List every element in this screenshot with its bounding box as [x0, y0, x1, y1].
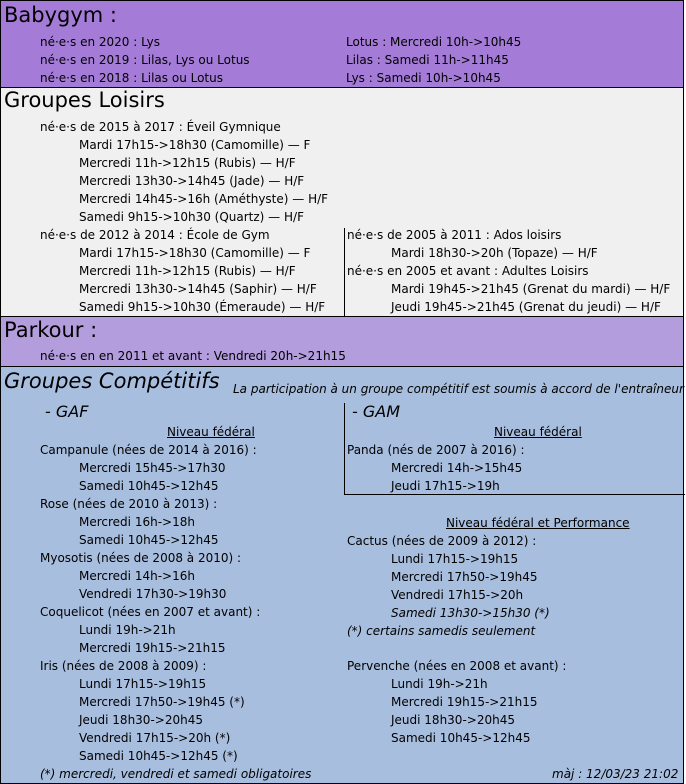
babygym-schedule-line: Lys : Samedi 10h->10h45 [346, 71, 501, 85]
gam-note: (*) certains samedis seulement [347, 624, 536, 638]
gam-group-item: Mercredi 19h15->21h15 [391, 695, 538, 709]
ados-heading: né·e·s de 2005 à 2011 : Ados loisirs [347, 228, 562, 242]
eveil-item: Mardi 17h15->18h30 (Camomille) — F [79, 138, 311, 152]
gaf-footnote: (*) mercredi, vendredi et samedi obligatoires [40, 767, 312, 781]
loisirs-divider [344, 228, 345, 318]
gaf-group-item: Lundi 17h15->19h15 [79, 677, 207, 691]
gam-group-item: Samedi 10h45->12h45 [391, 731, 531, 745]
gaf-group-item: Samedi 10h45->12h45 [79, 479, 219, 493]
gaf-group-item: Mercredi 14h->16h [79, 569, 195, 583]
gam-group-item: Vendredi 17h15->20h [391, 588, 524, 602]
gam-group-item: Samedi 13h30->15h30 (*) [391, 606, 550, 620]
loisirs-section [0, 87, 684, 317]
gam-group-name: Panda (nés de 2007 à 2016) : [347, 443, 525, 457]
babygym-title: Babygym : [4, 3, 117, 27]
babygym-age-line: né·e·s en 2018 : Lilas ou Lotus [40, 71, 223, 85]
gaf-group-name: Rose (nées de 2010 à 2013) : [40, 497, 218, 511]
parkour-section [0, 316, 684, 367]
gam-group-item: Jeudi 17h15->19h [391, 479, 500, 493]
eveil-heading: né·e·s de 2015 à 2017 : Éveil Gymnique [40, 120, 281, 134]
gam-group-name: Cactus (nées de 2009 à 2012) : [347, 534, 537, 548]
gaf-group-item: Lundi 19h->21h [79, 623, 176, 637]
adultes-item: Mardi 19h45->21h45 (Grenat du mardi) — H/F [391, 282, 671, 296]
eveil-item: Samedi 9h15->10h30 (Quartz) — H/F [79, 210, 304, 224]
gaf-group-item: Mercredi 15h45->17h30 [79, 461, 226, 475]
adultes-heading: né·e·s en 2005 et avant : Adultes Loisirs [347, 264, 589, 278]
babygym-schedule-line: Lotus : Mercredi 10h->10h45 [346, 35, 522, 49]
babygym-section [0, 0, 684, 88]
competitifs-title: Groupes Compétitifs [4, 369, 220, 393]
gaf-group-item: Mercredi 19h15->21h15 [79, 641, 226, 655]
gaf-level: Niveau fédéral [167, 425, 255, 439]
babygym-age-line: né·e·s en 2019 : Lilas, Lys ou Lotus [40, 53, 250, 67]
parkour-title: Parkour : [4, 318, 98, 342]
gam-level-performance: Niveau fédéral et Performance [446, 516, 630, 530]
eveil-item: Mercredi 14h45->16h (Améthyste) — H/F [79, 192, 329, 206]
loisirs-title: Groupes Loisirs [4, 88, 165, 112]
gaf-group-name: Campanule (nées de 2014 à 2016) : [40, 443, 257, 457]
gam-level: Niveau fédéral [494, 425, 582, 439]
gam-group-item: Mercredi 14h->15h45 [391, 461, 523, 475]
gaf-group-item: Mercredi 17h50->19h45 (*) [79, 695, 245, 709]
gam-group-item: Jeudi 18h30->20h45 [391, 713, 515, 727]
adultes-item: Jeudi 19h45->21h45 (Grenat du jeudi) — H/F [391, 300, 661, 314]
babygym-age-line: né·e·s en 2020 : Lys [40, 35, 161, 49]
gaf-group-name: Coquelicot (nées en 2007 et avant) : [40, 605, 261, 619]
gaf-group-item: Vendredi 17h15->20h (*) [79, 731, 231, 745]
gaf-group-name: Myosotis (nées de 2008 à 2010) : [40, 551, 242, 565]
ecole-item: Mardi 17h15->18h30 (Camomille) — F [79, 246, 311, 260]
gam-title: - GAM [352, 402, 401, 421]
babygym-schedule-line: Lilas : Samedi 11h->11h45 [346, 53, 509, 67]
ecole-heading: né·e·s de 2012 à 2014 : École de Gym [40, 228, 270, 242]
gam-group-item: Lundi 17h15->19h15 [391, 552, 519, 566]
eveil-item: Mercredi 13h30->14h45 (Jade) — H/F [79, 174, 305, 188]
gaf-group-item: Samedi 10h45->12h45 [79, 533, 219, 547]
gaf-group-item: Mercredi 16h->18h [79, 515, 195, 529]
ecole-item: Samedi 9h15->10h30 (Émeraude) — H/F [79, 300, 326, 314]
gaf-group-item: Samedi 10h45->12h45 (*) [79, 749, 238, 763]
competitifs-section [0, 366, 684, 784]
gam-group-name: Pervenche (nées en 2008 et avant) : [347, 659, 567, 673]
parkour-line: né·e·s en en 2011 et avant : Vendredi 20h->21h15 [40, 349, 346, 363]
eveil-item: Mercredi 11h->12h15 (Rubis) — H/F [79, 156, 296, 170]
gaf-group-item: Jeudi 18h30->20h45 [79, 713, 203, 727]
gaf-title: - GAF [45, 402, 89, 421]
ecole-item: Mercredi 11h->12h15 (Rubis) — H/F [79, 264, 296, 278]
ecole-item: Mercredi 13h30->14h45 (Saphir) — H/F [79, 282, 317, 296]
gam-group-item: Lundi 19h->21h [391, 677, 488, 691]
update-timestamp: màj : 12/03/23 21:02 [552, 767, 679, 781]
ados-item: Mardi 18h30->20h (Topaze) — H/F [391, 246, 598, 260]
competitifs-note: La participation à un groupe compétitif est soumis à accord de l'entraîneur [233, 382, 684, 396]
gam-group-item: Mercredi 17h50->19h45 [391, 570, 538, 584]
gaf-group-name: Iris (nées de 2008 à 2009) : [40, 659, 207, 673]
gaf-group-item: Vendredi 17h30->19h30 [79, 587, 227, 601]
